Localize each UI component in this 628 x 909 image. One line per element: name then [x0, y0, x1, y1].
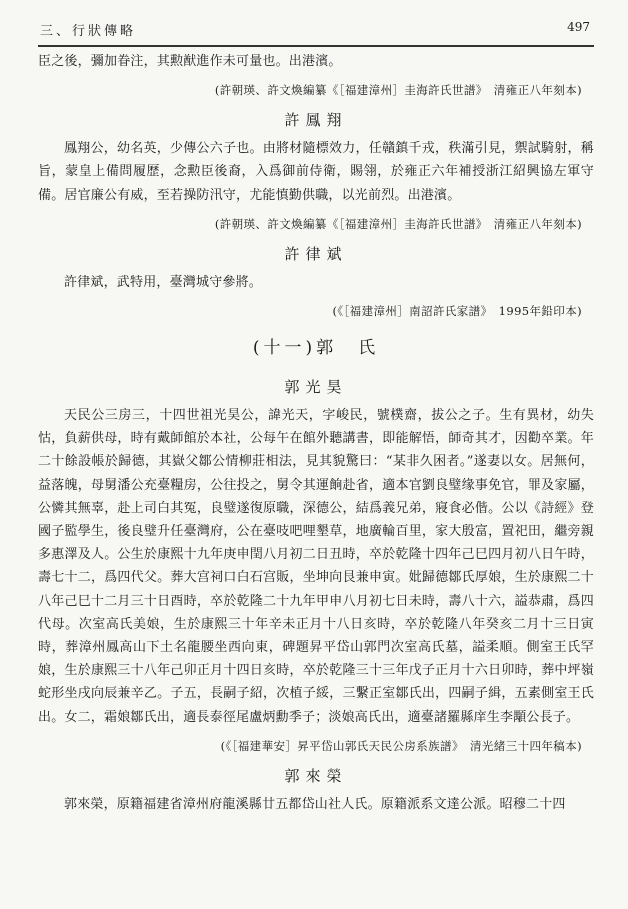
running-header [40, 20, 590, 42]
source-citation: (許朝瑛、許文煥編纂《［福建漳州］圭海許氏世譜》 清雍正八年刻本) [214, 83, 582, 98]
header-rule [38, 45, 594, 47]
page-body [38, 50, 594, 816]
continued-paragraph: 臣之後，彌加眷注，其勲猷進作未可量也。出港濱。 [38, 54, 342, 69]
source-citation: (《［福建華安］昇平岱山郭氏天民公房系族譜》 清光緒三十四年稿本) [220, 738, 582, 753]
entry-paragraph: 天民公三房三，十四世祖光昊公，諱光天，字峻民，號樸齋，拔公之子。生有異材，幼失怙，負薪供母，時有戴師館於本社，公每午在館外聽講書，即能解悟，師奇其才，因勸卒業。年二十餘設帳於歸德，其嶽父鄒公情柳莊相法，見其貌驚曰：“某非久困者。”遂妻以女。居無何，益落魄，母舅潘公充臺糧房，公往投之，舅令其運餉赴省，適本官劉良璧缘事免官，罪及家屬，公憐其無辜，赴上司白其冤，良璧遂復原職，深德公，結爲義兄弟，寢食必偕。公以《詩經》登國子監學生，後良璧升任臺灣府，公在臺吱吧哩墾草，地廣輪百里，家大殷富，置祀田，繼旁親多惠澤及人。公生於康熙十九年庚申閏八月初二日丑時，卒於乾隆十四年己巳四月初八日午時，壽七十二，爲四代父。葬大宫祠口白石宫販，坐坤向艮兼申寅。妣歸德鄒氏厚娘，生於康熙二十八年己巳十二月三十日酉時，卒於乾隆二十九年甲申八月初七日未時，壽八十六，謚恭肅，爲四代母。次室高氏美娘，生於康熙三十年辛未正月十八日亥時，卒於乾隆八年癸亥二月十三日寅時，葬漳州鳳高山下土名龍腰坐西向東，碑題昇平岱山郭門次室高氏墓，謚柔順。側室王氏罕娘，生於康熙三十八年己卯正月十四日亥時，卒於乾隆三十三年戊子正月十六日卯時，葬中坪嶺蛇形坐戌向辰兼辛乙。子五，長嗣子紹，次植子綏，三繫正室鄒氏出，四嗣子緝，五素側室王氏出。女二，霜娘鄒氏出，適長泰徑尾盧炳勳季子；淡娘高氏出，適臺諸羅縣庠生李顒公長子。 [38, 408, 594, 725]
entry-paragraph: 鳳翔公，幼名英，少傳公六子也。由將材隨標效力，任贛鎮千戎，秩滿引見，禦試騎射，稱旨，蒙皇上備問履歷，念勲臣後裔，入爲御前侍衛，賜翎，於雍正六年補授浙江紹興協左軍守備。居官廉公有威，至若操防汛守，尤能慎勤供職，以光前烈。出港濱。 [38, 141, 594, 203]
source-citation: (許朝瑛、許文煥編纂《［福建漳州］圭海許氏世譜》 清雍正八年刻本) [214, 216, 582, 231]
entry-paragraph: 許律斌，武特用，臺灣城守參將。 [64, 274, 263, 290]
entry-heading: 許律斌 [284, 244, 348, 263]
entry-heading: 郭光昊 [284, 378, 348, 397]
entry-heading: 許鳳翔 [284, 111, 348, 130]
page-number: 497 [567, 20, 590, 34]
source-citation: (《［福建漳州］南詔許氏家譜》 1995年鉛印本) [332, 304, 582, 319]
entry-heading: 郭來榮 [284, 766, 348, 785]
section-heading: (十一)郭 氏 [252, 338, 380, 359]
chapter-title: 三、行狀傳略 [40, 24, 137, 39]
entry-paragraph: 郭來榮，原籍福建省漳州府龍溪縣廿五都岱山社人氏。原籍派系文達公派。昭穆二十四 [64, 796, 566, 812]
